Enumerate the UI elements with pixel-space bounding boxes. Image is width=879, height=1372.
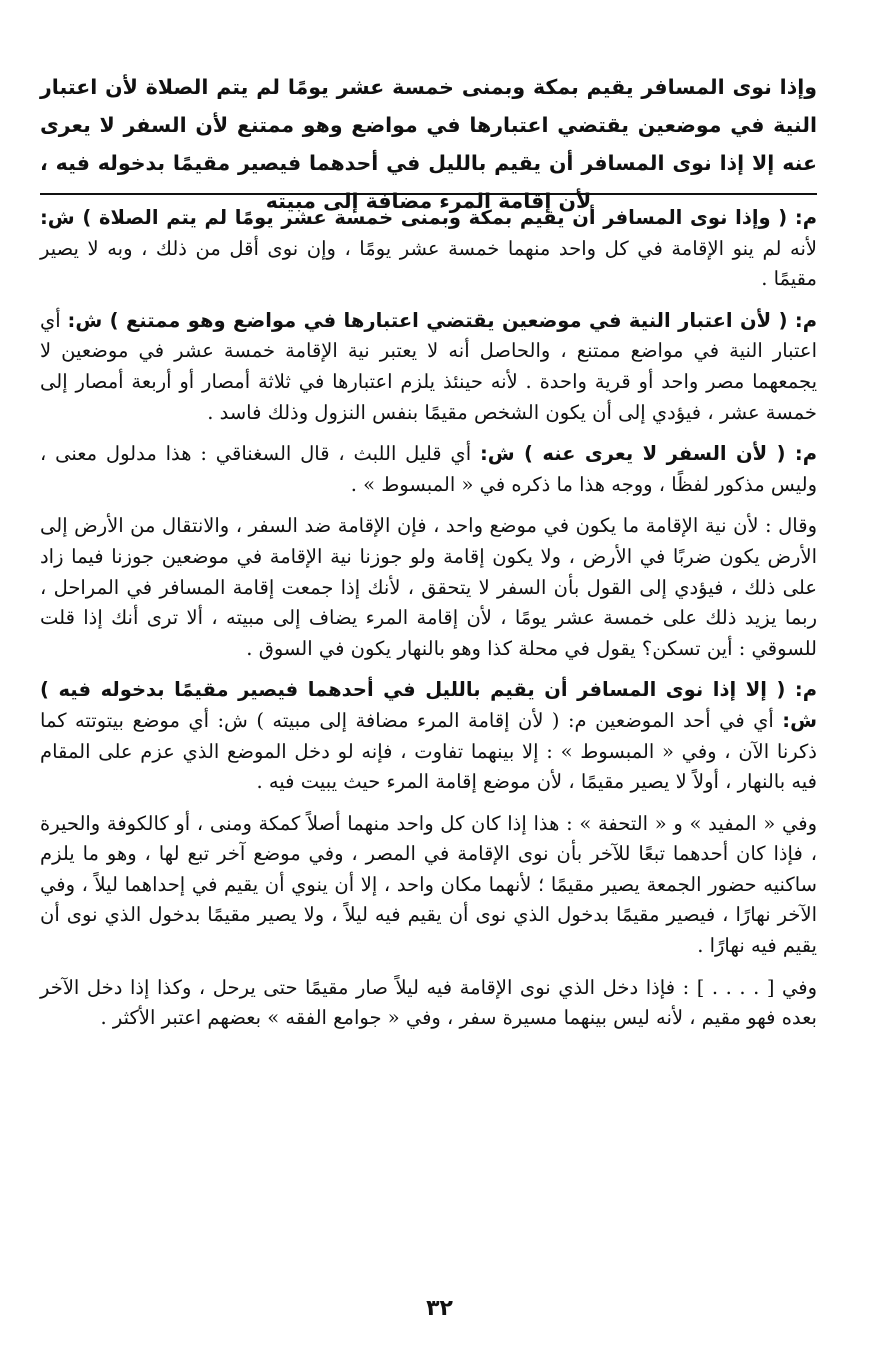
paragraph-text: أي اعتبار النية في مواضع ممتنع ، والحاصل أنه لا يعتبر نية الإقامة خمسة عشر في موضعين لا يجمعهما مصر واحد أو قرية واحدة . لأنه حينئذ يلزم اعتبارها في ثلاثة أمصار أو أربعة أمصار إلى خمسة عشر ، فيؤدي إلى أن يكون الشخص مقيمًا بنفس النزول وذلك فاسد . bbox=[40, 308, 817, 424]
commentary-paragraph bbox=[40, 973, 817, 1034]
commentary-paragraph bbox=[40, 203, 817, 295]
paragraph-lead: م: ( وإذا نوى المسافر أن يقيم بمكة وبمنى خمسة عشر يومًا لم يتم الصلاة ) ش: bbox=[40, 206, 817, 229]
commentary-paragraph bbox=[40, 809, 817, 962]
paragraph-text: وقال : لأن نية الإقامة ما يكون في موضع واحد ، فإن الإقامة ضد السفر ، والانتقال من الأرض إلى الأرض يكون ضربًا في الأرض ، ولا يكون إقامة ولو جوزنا نية الإقامة في موضعين جوزنا فيما زاد على ذلك ، فيؤدي إلى القول بأن السفر لا يتحقق ، لأنك إذا جمعت إقامة المسافر في المراحل ، ربما يزيد ذلك على خمسة عشر يومًا ، لأن إقامة المرء يضاف إلى مبيته ، ألا ترى أنك إذا قلت للسوقي : أين تسكن؟ يقول في محلة كذا وهو بالنهار يكون في السوق . bbox=[40, 514, 817, 660]
commentary-paragraph bbox=[40, 511, 817, 664]
commentary-block bbox=[40, 203, 817, 1045]
page-number: ٣٢ bbox=[426, 1296, 453, 1321]
paragraph-text: وفي [ . . . . ] : فإذا دخل الذي نوى الإقامة فيه ليلاً صار مقيمًا حتى يرحل ، وكذا إذا دخل الآخر بعده فهو مقيم ، لأنه ليس بينهما مسيرة سفر ، وفي « جوامع الفقه » بعضهم اعتبر الأكثر . bbox=[40, 975, 817, 1030]
matn-text: وإذا نوى المسافر يقيم بمكة وبمنى خمسة عشر يومًا لم يتم الصلاة لأن اعتبار النية في موضعين يقتضي اعتبارها في مواضع وهو ممتنع لأن السفر لا يعرى عنه إلا إذا نوى المسافر أن يقيم بالليل في أحدهما فيصير مقيمًا بدخوله فيه ، لأن إقامة المرء مضافة إلى مبيته bbox=[40, 75, 817, 213]
paragraph-lead: م: ( إلا إذا نوى المسافر أن يقيم بالليل في أحدهما فيصير مقيمًا بدخوله فيه ) ش: bbox=[40, 678, 817, 732]
commentary-paragraph bbox=[40, 306, 817, 428]
paragraph-text: أي قليل اللبث ، قال السغناقي : هذا مدلول معنى ، وليس مذكور لفظًا ، ووجه هذا ما ذكره في « المبسوط » . bbox=[40, 442, 817, 496]
paragraph-text: لأنه لم ينو الإقامة في كل واحد منهما خمسة عشر يومًا ، وإن نوى أقل من ذلك ، وبه لا يصير مقيمًا . bbox=[40, 236, 817, 291]
separator-rule bbox=[40, 193, 817, 195]
matn-text-block bbox=[40, 68, 817, 220]
commentary-paragraph bbox=[40, 439, 817, 500]
paragraph-lead: م: ( لأن اعتبار النية في موضعين يقتضي اعتبارها في مواضع وهو ممتنع ) ش: bbox=[67, 308, 817, 332]
paragraph-text: أي في أحد الموضعين م: ( لأن إقامة المرء مضافة إلى مبيته ) ش: أي موضع بيتوتته كما ذكرنا الآن ، وفي « المبسوط » : إلا بينهما تفاوت ، فإنه لو دخل الموضع الذي عزم على المقام فيه بالنهار ، أولاً لا يصير مقيمًا ، لأن موضع إقامة المرء حيث يبيت فيه . bbox=[40, 708, 817, 794]
paragraph-lead: م: ( لأن السفر لا يعرى عنه ) ش: bbox=[479, 442, 817, 466]
commentary-paragraph bbox=[40, 675, 817, 797]
paragraph-text: وفي « المفيد » و « التحفة » : هذا إذا كان كل واحد منهما أصلاً كمكة ومنى ، أو كالكوفة والحيرة ، فإذا كان أحدهما تبعًا للآخر بأن نوى الإقامة في المصر ، وفي موضع آخر تبع لها ، وهو ما يلزم ساكنيه حضور الجمعة يصير مقيمًا ؛ لأنهما مكان واحد ، إلا أن ينوي أن يقيم في إحداهما ليلاً ، وفي الآخر نهارًا ، فيصير مقيمًا بدخول الذي نوى أن يقيم فيه ليلاً ، ولا يصير مقيمًا بدخول الذي نوى أن يقيم فيه نهارًا . bbox=[40, 811, 817, 958]
